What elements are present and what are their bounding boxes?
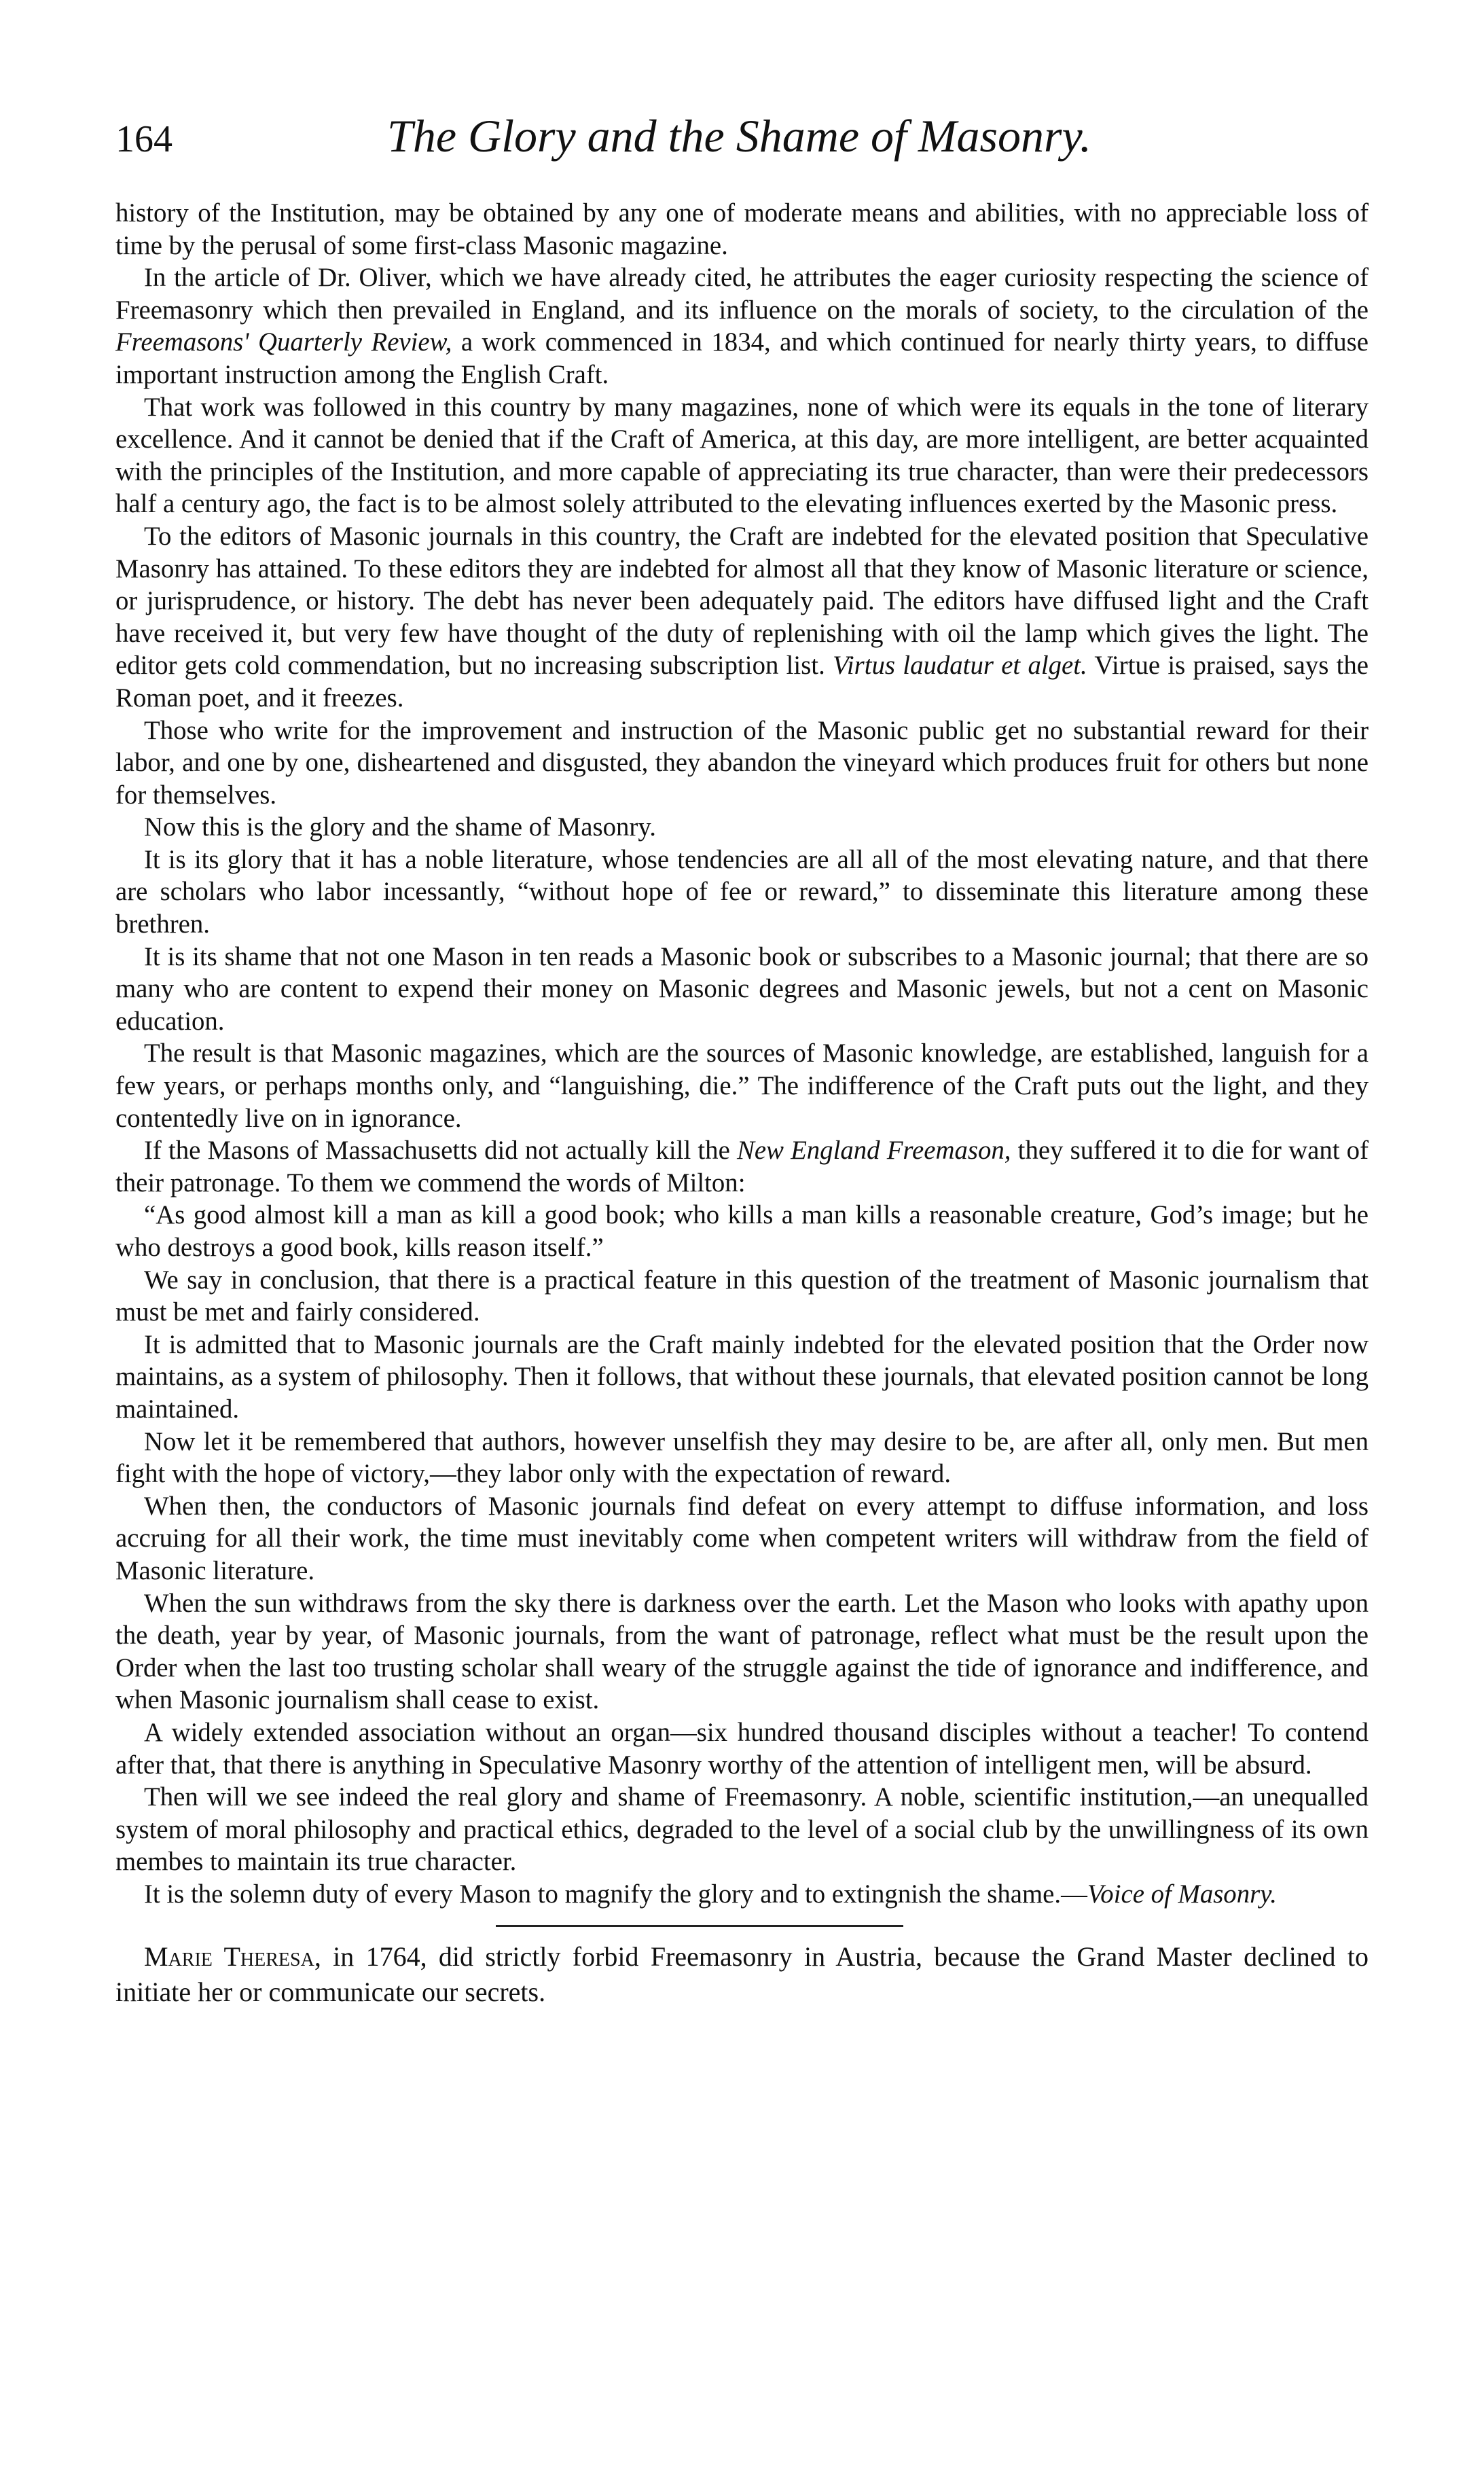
paragraph-text: It is admitted that to Masonic journals are the Craft mainly indebted for the elevated position that the Order now maintains, as a system of philosophy. Then it follows, that without these journals, that elevated position cannot be long maintained. — [115, 1329, 1369, 1424]
page — [115, 109, 1369, 2010]
paragraph-text: they suffered it to die for want of their patronage. To them we commend the words of Milton: — [115, 1136, 1369, 1197]
italic-text: Freemasons' Quarterly Review, — [115, 327, 452, 357]
footnote — [115, 1939, 1369, 2010]
paragraph-text: Then will we see indeed the real glory and shame of Freemasonry. A noble, scientific institution,—an unequalled system of moral philosophy and practical ethics, degraded to the level of a social club by the unwillingness of its own membes to maintain its true character. — [115, 1782, 1369, 1877]
paragraph-text: Those who write for the improvement and instruction of the Masonic public get no substantial reward for their labor, and one by one, disheartened and disgusted, they abandon the vineyard which produces fruit for others but none for themselves. — [115, 715, 1369, 810]
body-paragraph — [115, 1878, 1369, 1911]
running-title: The Glory and the Shame of Masonry. — [387, 110, 1091, 162]
footnote-text: in 1764, did strictly forbid Freemasonry in Austria, because the Grand Master declined to initiate her or communicate our secrets. — [115, 1941, 1369, 2008]
body-paragraph — [115, 811, 1369, 844]
body-paragraph — [115, 391, 1369, 520]
body-paragraph — [115, 1426, 1369, 1490]
paragraph-text: It is its shame that not one Mason in ten reads a Masonic book or subscribes to a Masonic journal; that there are so many who are content to expend their money on Masonic degrees and Masonic jewels, but not a cent on Masonic education. — [115, 941, 1369, 1036]
paragraph-text: If the Masons of Massachusetts did not actually kill the — [144, 1136, 737, 1166]
body-paragraph — [115, 1490, 1369, 1587]
paragraph-text: It is its glory that it has a noble literature, whose tendencies are all all of the most elevating nature, and that there are scholars who labor incessantly, “without hope of fee or reward,” to disseminate this literature among these brethren. — [115, 844, 1369, 939]
paragraph-text: We say in conclusion, that there is a practical feature in this question of the treatment of Masonic journalism that must be met and fairly considered. — [115, 1265, 1369, 1327]
paragraph-text: In the article of Dr. Oliver, which we have already cited, he attributes the eager curiosity respecting the science of Freemasonry which then prevailed in England, and its influence on the morals of society, to the circulation of the — [115, 263, 1369, 325]
paragraph-text: When the sun withdraws from the sky there is darkness over the earth. Let the Mason who looks with apathy upon the death, year by year, of Masonic journals, from the want of patronage, reflect what must be the result upon the Order when the last too trusting scholar shall weary of the struggle against the tide of ignorance and indifference, and when Masonic journalism shall cease to exist. — [115, 1588, 1369, 1715]
paragraph-text: When then, the conductors of Masonic journals find defeat on every attempt to diffuse information, and loss accruing for all their work, the time must inevitably come when competent writers will withdraw from the field of Masonic literature. — [115, 1491, 1369, 1585]
page-header — [115, 109, 1369, 183]
paragraph-text: To the editors of Masonic journals in this country, the Craft are indebted for the elevated position that Speculative Masonry has attained. To these editors they are indebted for almost all that they know of Masonic literature or science, or jurisprudence, or history. The debt has never been adequately paid. The editors have diffused light and the Craft have received it, but very few have thought of the duty of replenishing with oil the lamp which gives the light. The editor gets cold commendation, but no increasing subscription list. — [115, 521, 1369, 681]
paragraph-text: A widely extended association without an organ—six hundred thousand disciples without a teacher! To contend after that, that there is anything in Speculative Masonry worthy of the attention of intelligent men, will be absurd. — [115, 1717, 1369, 1780]
page-number: 164 — [115, 118, 173, 160]
body-paragraph — [115, 1781, 1369, 1878]
body-paragraph — [115, 1134, 1369, 1199]
body-paragraph — [115, 844, 1369, 941]
body-paragraph — [115, 1037, 1369, 1134]
body-paragraph — [115, 1716, 1369, 1781]
body-paragraph — [115, 1329, 1369, 1426]
paragraph-text: The result is that Masonic magazines, which are the sources of Masonic knowledge, are established, languish for a few years, or perhaps months only, and “languishing, die.” The indifference of the Craft puts out the light, and they contentedly live on in ignorance. — [115, 1039, 1369, 1133]
paragraph-text: That work was followed in this country by many magazines, none of which were its equals in the tone of literary excellence. And it cannot be denied that if the Craft of America, at this day, are more intelligent, are better acquainted with the principles of the Institution, and more capable of appreciating its true character, than were their predecessors half a century ago, the fact is to be almost solely attributed to the elevating influences exerted by the Masonic press. — [115, 392, 1369, 519]
paragraph-text: history of the Institution, may be obtained by any one of moderate means and abilities, with no appreciable loss of time by the perusal of some first-class Masonic magazine. — [115, 198, 1369, 260]
body-paragraph — [115, 715, 1369, 812]
body-paragraph — [115, 197, 1369, 262]
footnote-name: Marie Theresa, — [144, 1941, 321, 1972]
italic-text: Virtus laudatur et alget. — [833, 651, 1087, 681]
body-paragraph — [115, 520, 1369, 715]
article-body — [115, 197, 1369, 1910]
footnote-divider — [496, 1925, 903, 1927]
paragraph-text: “As good almost kill a man as kill a good book; who kills a man kills a reasonable creature, God’s image; but he who destroys a good book, kills reason itself.” — [115, 1200, 1369, 1262]
body-paragraph — [115, 941, 1369, 1038]
paragraph-text: a work commenced in 1834, and which continued for nearly thirty years, to diffuse important instruction among the English Craft. — [115, 327, 1369, 389]
italic-text: New England Freemason, — [736, 1136, 1011, 1166]
paragraph-text: Now this is the glory and the shame of Masonry. — [144, 812, 656, 842]
italic-text: Voice of Masonry. — [1087, 1879, 1277, 1909]
body-paragraph — [115, 1587, 1369, 1716]
paragraph-text: Now let it be remembered that authors, however unselfish they may desire to be, are after all, only men. But men fight with the hope of victory,—they labor only with the expectation of reward. — [115, 1426, 1369, 1489]
paragraph-text: Virtue is praised, says the Roman poet, and it freezes. — [115, 651, 1369, 713]
body-paragraph — [115, 1199, 1369, 1263]
paragraph-text: It is the solemn duty of every Mason to magnify the glory and to extingnish the shame.— — [144, 1879, 1087, 1909]
body-paragraph — [115, 1264, 1369, 1329]
body-paragraph — [115, 262, 1369, 391]
